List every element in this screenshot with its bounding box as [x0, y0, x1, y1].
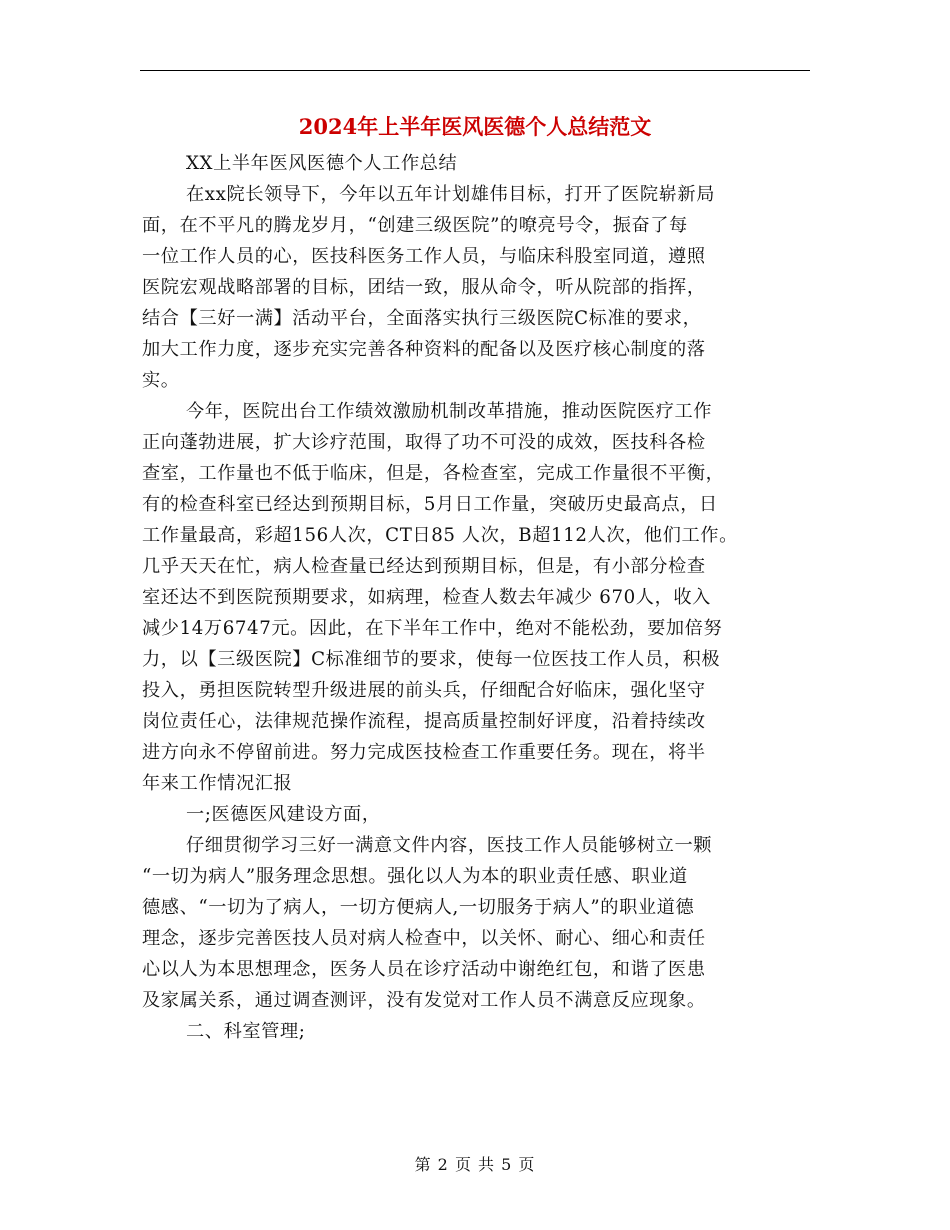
text-line: 在xx院长领导下，今年以五年计划雄伟目标，打开了医院崭新局 — [186, 184, 715, 205]
text-line: 几乎天天在忙，病人检查量已经达到预期目标，但是，有小部分检查 — [142, 556, 706, 577]
header-rule — [140, 70, 810, 71]
text-line: 及家属关系，通过调查测评，没有发觉对工作人员不满意反应现象。 — [142, 990, 706, 1011]
text-line: 面，在不平凡的腾龙岁月，“创建三级医院”的嘹亮号令，振奋了每 — [142, 215, 688, 236]
paragraph — [142, 799, 814, 830]
text-line: 岗位责任心，法律规范操作流程，提高质量控制好评度，沿着持续改 — [142, 711, 706, 732]
document-title: 2024年上半年医风医德个人总结范文 — [298, 114, 652, 139]
text-line: XX上半年医风医德个人工作总结 — [186, 153, 458, 174]
text-line: 减少14万6747元。因此，在下半年工作中，绝对不能松劲，要加倍努 — [142, 618, 723, 639]
text-line: 一位工作人员的心，医技科医务工作人员，与临床科股室同道，遵照 — [142, 246, 706, 267]
text-line: 实。 — [142, 370, 180, 391]
text-line: 二、科室管理; — [186, 1021, 306, 1042]
text-line: 力，以【三级医院】C标准细节的要求，使每一位医技工作人员，积极 — [142, 649, 721, 670]
text-line: 进方向永不停留前进。努力完成医技检查工作重要任务。现在，将半 — [142, 742, 706, 763]
text-line: 投入，勇担医院转型升级进展的前头兵，仔细配合好临床，强化坚守 — [142, 680, 706, 701]
text-line: 有的检查科室已经达到预期目标，5月日工作量，突破历史最高点，日 — [142, 494, 718, 515]
text-line: 医院宏观战略部署的目标，团结一致，服从命令，听从院部的指挥， — [142, 277, 706, 298]
text-line: 仔细贯彻学习三好一满意文件内容，医技工作人员能够树立一颗 — [186, 835, 713, 856]
text-line: “一切为病人”服务理念思想。强化以人为本的职业责任感、职业道 — [142, 866, 688, 887]
text-line: 理念，逐步完善医技人员对病人检查中，以关怀、耐心、细心和责任 — [142, 928, 706, 949]
text-line: 年来工作情况汇报 — [142, 773, 293, 794]
text-line: 正向蓬勃进展，扩大诊疗范围，取得了功不可没的成效，医技科各检 — [142, 432, 706, 453]
text-line: 结合【三好一满】活动平台，全面落实执行三级医院C标准的要求， — [142, 308, 702, 329]
text-line: 一;医德医风建设方面， — [186, 804, 381, 825]
paragraph — [142, 396, 814, 799]
page-number-footer: 第 2 页 共 5 页 — [414, 1155, 536, 1174]
paragraph — [142, 148, 814, 179]
text-line: 工作量最高，彩超156人次，CT日85 人次，B超112人次，他们工作。 — [142, 525, 738, 546]
document-body — [142, 148, 814, 1047]
text-line: 室还达不到医院预期要求，如病理，检查人数去年减少 670人，收入 — [142, 587, 711, 608]
text-line: 加大工作力度，逐步充实完善各种资料的配备以及医疗核心制度的落 — [142, 339, 706, 360]
paragraph — [142, 830, 814, 1016]
paragraph — [142, 1016, 814, 1047]
text-line: 今年，医院出台工作绩效激励机制改革措施，推动医院医疗工作 — [186, 401, 713, 422]
text-line: 德感、“一切为了病人，一切方便病人,一切服务于病人”的职业道德 — [142, 897, 695, 918]
text-line: 查室，工作量也不低于临床，但是，各检查室，完成工作量很不平衡， — [142, 463, 725, 484]
text-line: 心以人为本思想理念，医务人员在诊疗活动中谢绝红包，和谐了医患 — [142, 959, 706, 980]
paragraph — [142, 179, 814, 396]
